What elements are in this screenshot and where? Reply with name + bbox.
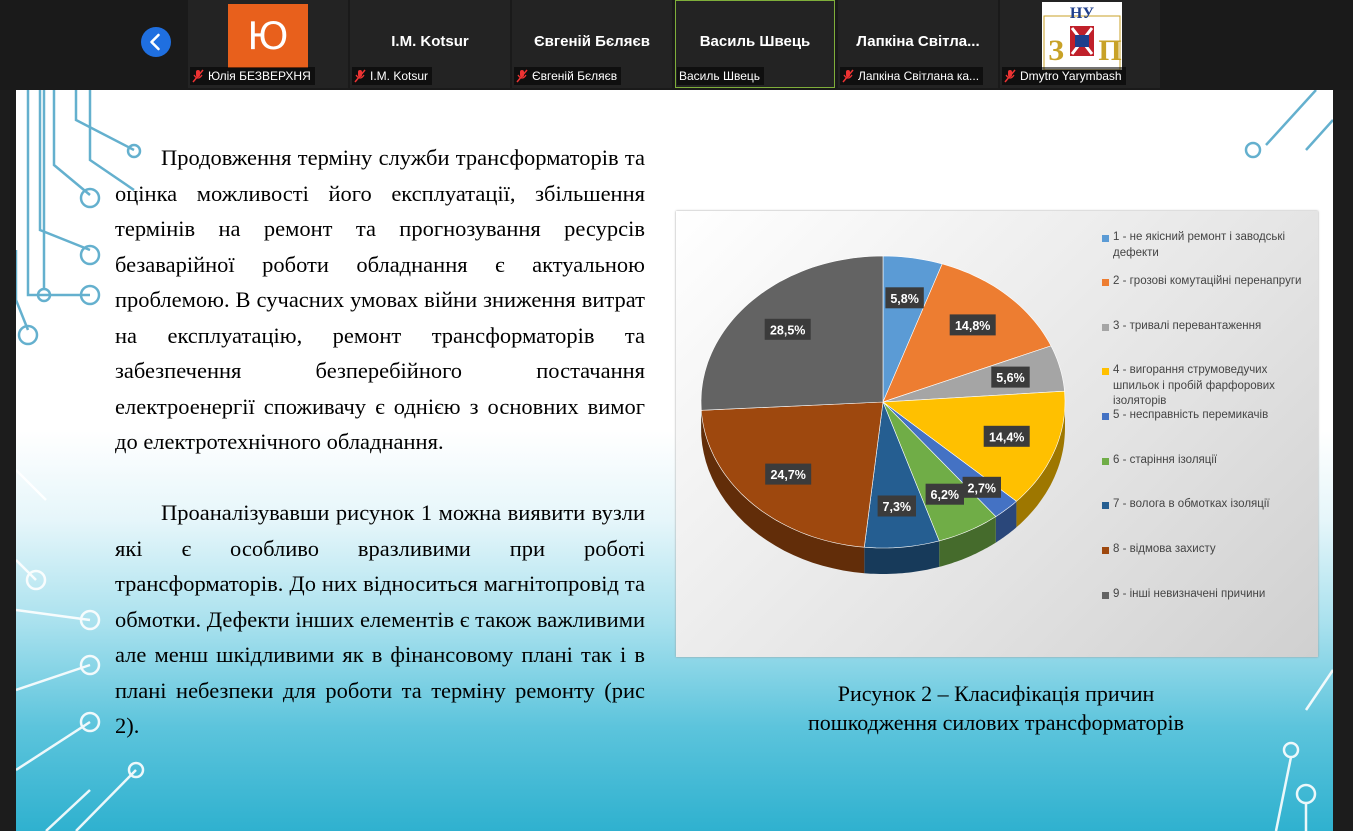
pie-data-label-text: 14,8% bbox=[954, 318, 991, 333]
pie-data-label bbox=[878, 496, 916, 517]
pie-data-label-text: 2,7% bbox=[967, 481, 997, 496]
participant-name: Лапкіна Світла... bbox=[856, 33, 980, 50]
participant-name: I.M. Kotsur bbox=[391, 33, 469, 50]
legend-label: 9 - інші невизначені причини bbox=[1113, 588, 1266, 600]
muted-mic-icon bbox=[516, 69, 528, 83]
participant-name: Василь Швець bbox=[699, 33, 811, 50]
svg-text:НУ: НУ bbox=[1069, 5, 1095, 22]
participant-bar bbox=[0, 0, 1353, 90]
pie-data-label bbox=[885, 287, 923, 308]
legend-swatch bbox=[1102, 368, 1109, 375]
legend-swatch bbox=[1102, 547, 1109, 554]
figure-caption: Рисунок 2 – Класифікація причин пошкодження силових трансформаторів bbox=[807, 681, 1185, 735]
pie-data-label-text: 5,6% bbox=[996, 371, 1025, 386]
legend-swatch bbox=[1102, 413, 1109, 420]
participant-name: Євгеній Бєляєв bbox=[534, 33, 650, 50]
legend-label: 4 - вигорання струмоведучих шпильок і пробій фарфорових ізоляторів bbox=[1113, 364, 1275, 407]
pie-data-label bbox=[984, 426, 1030, 447]
participant-name-label: Лапкіна Світлана ка... bbox=[840, 67, 983, 85]
svg-text:З: З bbox=[1048, 34, 1064, 67]
participant-tile[interactable] bbox=[838, 0, 998, 88]
pie-data-label bbox=[765, 319, 811, 340]
pie-data-label-text: 5,8% bbox=[890, 291, 919, 306]
legend-swatch bbox=[1102, 458, 1109, 465]
legend-label: 6 - старіння ізоляції bbox=[1113, 454, 1218, 466]
pie-data-label bbox=[926, 484, 964, 505]
legend-label: 8 - відмова захисту bbox=[1113, 543, 1216, 555]
slide-paragraph-2: Проаналізувавши рисунок 1 можна виявити вузли які є особливо вразливими при роботі трансформаторів. До них відноситься магнітопровід та обмотки. Дефекти інших елементів є також важливими але менш шкідливими як в фінансовому плані так і в плані небезпеки для роботи та терміну ремонту (рис 2). bbox=[115, 500, 645, 738]
participant-name-label: I.M. Kotsur bbox=[352, 67, 432, 85]
legend-label: 3 - тривалі перевантаження bbox=[1113, 320, 1262, 332]
legend-swatch bbox=[1102, 279, 1109, 286]
pie-data-label bbox=[765, 464, 811, 485]
previous-page-button[interactable] bbox=[141, 27, 171, 57]
participant-tile[interactable] bbox=[188, 0, 348, 88]
legend-label: 2 - грозові комутаційні перенапруги bbox=[1113, 275, 1302, 287]
pie-data-label-text: 14,4% bbox=[988, 430, 1025, 445]
participant-tile[interactable] bbox=[350, 0, 510, 88]
pie-data-label-text: 7,3% bbox=[882, 500, 912, 514]
participant-name-label: Євгеній Бєляєв bbox=[514, 67, 621, 85]
muted-mic-icon bbox=[1004, 69, 1016, 83]
pie-data-label bbox=[950, 314, 996, 335]
legend-label: 1 - не якісний ремонт і заводські дефекти bbox=[1113, 231, 1286, 259]
participant-name-label: Dmytro Yarymbash bbox=[1002, 67, 1126, 85]
legend-swatch bbox=[1102, 502, 1109, 509]
shared-slide bbox=[16, 90, 1333, 831]
pie-data-label bbox=[991, 367, 1029, 388]
muted-mic-icon bbox=[192, 69, 204, 83]
legend-swatch bbox=[1102, 324, 1109, 331]
legend-swatch bbox=[1102, 235, 1109, 242]
chevron-left-icon bbox=[141, 27, 171, 57]
muted-mic-icon bbox=[354, 69, 366, 83]
legend-swatch bbox=[1102, 592, 1109, 599]
avatar: Ю bbox=[228, 4, 308, 68]
participant-tile-active-speaker[interactable] bbox=[675, 0, 835, 88]
slide-paragraph-1: Продовження терміну служби трансформаторів та оцінка можливості його експлуатації, збільшення термінів на ремонт та прогнозування ресурсів безаварійної роботи обладнання є актуальною проблемою. В сучасних умовах війни зниження витрат на експлуатацію, ремонт трансформаторів та забезпечення безперебійного постачання електроенергії споживачу є однією з основних вимог до електротехнічного обладнання. bbox=[115, 145, 645, 454]
participant-tile[interactable] bbox=[1000, 0, 1160, 88]
pie-data-label bbox=[963, 477, 1001, 498]
participant-tile[interactable] bbox=[512, 0, 672, 88]
pie-data-label-text: 28,5% bbox=[769, 323, 806, 338]
participant-name-label: Василь Швець bbox=[677, 67, 764, 85]
muted-mic-icon bbox=[842, 69, 854, 83]
pie-data-label-text: 24,7% bbox=[770, 468, 806, 483]
university-logo bbox=[1042, 2, 1122, 70]
svg-text:П: П bbox=[1098, 34, 1122, 67]
legend-label: 7 - волога в обмотках ізоляції bbox=[1113, 498, 1270, 510]
pie-data-label-text: 6,2% bbox=[930, 488, 960, 503]
legend-label: 5 - несправність перемикачів bbox=[1113, 409, 1269, 421]
participant-name-label: Юлія БЕЗВЕРХНЯ bbox=[190, 67, 315, 85]
